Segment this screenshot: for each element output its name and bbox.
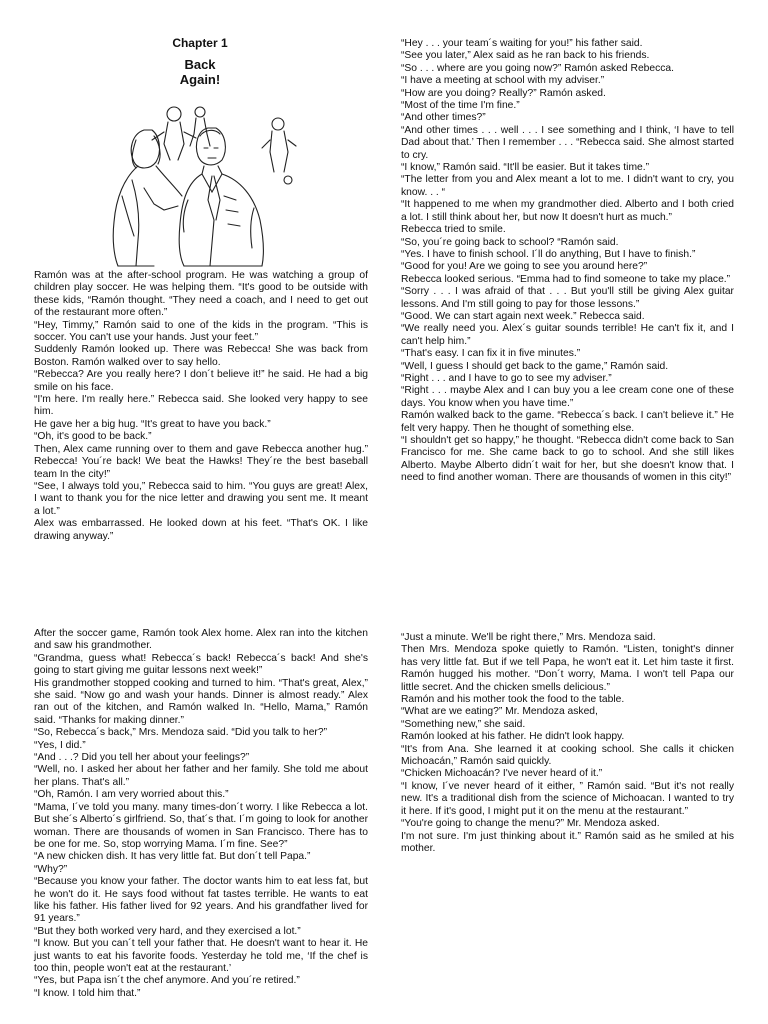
paragraph: Ramón was at the after-school program. He was watching a group of children play soccer. He was helping them. “It's good to be outside with these kids, “Ramón thought. “They need a coach, and I need to get out of the restaurant more often.” xyxy=(34,270,368,319)
paragraph: “Chicken Michoacán? I've never heard of it.” xyxy=(401,768,603,780)
paragraph: “Right . . . maybe Alex and I can buy you a lee cream cone one of these days. You know when you have time.” xyxy=(401,385,734,409)
paragraph: “It happened to me when my grandmother died. Alberto and I both cried a lot. I still think about her, but now It doesn't hurt as much.” xyxy=(401,199,734,223)
paragraph: “So, Rebecca´s back,” Mrs. Mendoza said. “Did you talk to her?” xyxy=(34,727,328,739)
paragraph: “Something new,” she said. xyxy=(401,718,526,730)
paragraph: Ramón and his mother took the food to the table. xyxy=(401,694,625,706)
paragraph: Ramón walked back to the game. “Rebecca´s back. I can't believe it.” He felt very happy. Then he thought of something else. xyxy=(401,410,734,434)
text-column-bottom-left xyxy=(34,628,368,1000)
paragraph: “But they both worked very hard, and they exercised a lot.” xyxy=(34,925,301,937)
paragraph: “I know. But you can´t tell your father that. He doesn't want to hear it. He just wants to eat his favorite foods. Yesterday he told me, ‘If the chef is too thin, people won't eat at the restaurant.’ xyxy=(34,938,368,974)
paragraph: “It's from Ana. She learned it at cooking school. She calls it chicken Michoacán,” Ramón said quickly. xyxy=(401,743,734,768)
chapter-title xyxy=(140,57,260,87)
paragraph: Suddenly Ramón looked up. There was Rebecca! She was back from Boston. Ramón walked over to say hello. xyxy=(34,344,368,368)
paragraph: “How are you doing? Really?” Ramón asked. xyxy=(401,87,606,99)
paragraph: “Well, no. I asked her about her father and her family. She told me about her plans. That's all.” xyxy=(34,764,368,788)
paragraph: Rebecca tried to smile. xyxy=(401,224,506,236)
paragraph: “I know,” Ramón said. “It'll be easier. But it takes time.” xyxy=(401,162,650,174)
paragraph: “We really need you. Alex´s guitar sounds terrible! He can't fix it, and I can't help him.” xyxy=(401,323,734,347)
paragraph: Then, Alex came running over to them and gave Rebecca another hug.” Rebecca! You´re back! We beat the Hawks! They´re the best baseball team In the city!” xyxy=(34,443,368,480)
paragraph: “Why?” xyxy=(34,863,68,875)
paragraph: Alex was embarrassed. He looked down at his feet. “That's OK. I like drawing anyway.” xyxy=(34,518,368,542)
paragraph: “I'm here. I'm really here.” Rebecca said. She looked very happy to see him. xyxy=(34,394,368,418)
paragraph: “See, I always told you,” Rebecca said to him. “You guys are great! Alex, I want to thank you for the nice letter and drawing you sent me. It meant a lot.” xyxy=(34,480,368,517)
illustration-ramon-and-rebecca xyxy=(104,100,302,268)
paragraph: “And other times?” xyxy=(401,112,486,124)
paragraph: Ramón looked at his father. He didn't look happy. xyxy=(401,731,625,743)
paragraph: After the soccer game, Ramón took Alex home. Alex ran into the kitchen and saw his grandmother. xyxy=(34,628,368,652)
paragraph: “And other times . . . well . . . I see something and I think, ‘I have to tell Dad about that.’ Then I remember . . . “Rebecca said. She almost started to cry. xyxy=(401,124,734,161)
paragraph: “Rebecca? Are you really here? I don´t believe it!” he said. He had a big smile on his face. xyxy=(34,369,368,393)
paragraph: “Most of the time I'm fine.” xyxy=(401,100,520,112)
paragraph: “Yes, I did.” xyxy=(34,739,86,751)
paragraph: “Right . . . and I have to go to see my adviser.” xyxy=(401,372,612,384)
paragraph: “Grandma, guess what! Rebecca´s back! Rebecca´s back! And she's going to start giving me guitar lessons next week!” xyxy=(34,652,368,677)
paragraph: “So . . . where are you going now?” Ramón asked Rebecca. xyxy=(401,62,675,74)
paragraph: Then Mrs. Mendoza spoke quietly to Ramón. “Listen, tonight's dinner has very little fat. But if we tell Papa, he won't eat it. Let him taste it first. Ramón hugged his mother. “Don´t worry, Mama. I won't tell Papa our little secret. And the chicken smells delicious.” xyxy=(401,644,734,693)
paragraph: “That's easy. I can fix it in five minutes.” xyxy=(401,348,581,360)
paragraph: “Mama, I´ve told you many. many times-don´t worry. I like Rebecca a lot. But she´s Alberto´s girlfriend. So, that´s that. I´m going to look for another woman. There are thousands of women in San Francisco. There has to be one for me. So, stop worrying Mama. I´m fine. See?” xyxy=(34,801,368,850)
paragraph: I'm not sure. I'm just thinking about it.” Ramón said as he smiled at his mother. xyxy=(401,830,734,854)
text-column-bottom-right xyxy=(401,632,734,855)
paragraph: “I know. I told him that.” xyxy=(34,987,141,999)
paragraph: “Oh, it's good to be back.” xyxy=(34,431,152,443)
paragraph: “And . . .? Did you tell her about your feelings?” xyxy=(34,752,250,764)
paragraph: “I shouldn't get so happy,” he thought. “Rebecca didn't come back to San Francisco for me. She came back to go to school. And she still likes Alberto. Maybe Alberto didn´t wait for her, but she doesn't know that. I need to find another woman. There are thousands of women in this city!” xyxy=(401,435,734,484)
paragraph: “Just a minute. We'll be right there,” Mrs. Mendoza said. xyxy=(401,632,656,643)
title-line-2: Again! xyxy=(179,72,221,87)
paragraph: “Sorry . . . I was afraid of that . . . But you'll still be giving Alex guitar lessons. And I'm still going to pay for those lessons.” xyxy=(401,286,734,310)
paragraph: “Yes. I have to finish school. I´ll do anything, But I have to finish.” xyxy=(401,248,696,260)
paragraph: “Yes, but Papa isn´t the chef anymore. And you´re retired.” xyxy=(34,975,300,987)
paragraph: He gave her a big hug. “It's great to have you back.” xyxy=(34,418,271,430)
paragraph: “I have a meeting at school with my adviser.” xyxy=(401,75,605,87)
paragraph: “Good. We can start again next week.” Rebecca said. xyxy=(401,310,645,322)
paragraph: “What are we eating?” Mr. Mendoza asked, xyxy=(401,706,598,718)
paragraph: “A new chicken dish. It has very little fat. But don´t tell Papa.” xyxy=(34,851,311,863)
paragraph: “Well, I guess I should get back to the game,” Ramón said. xyxy=(401,360,669,372)
paragraph: “See you later,” Alex said as he ran back to his friends. xyxy=(401,50,650,62)
text-column-top-right xyxy=(401,38,734,485)
paragraph: “Oh, Ramón. I am very worried about this.” xyxy=(34,789,229,801)
paragraph: “The letter from you and Alex meant a lot to me. I didn't want to cry, you know. . . “ xyxy=(401,174,734,198)
chapter-label: Chapter 1 xyxy=(172,36,228,50)
text-column-top-left xyxy=(34,270,368,543)
paragraph: “Hey, Timmy,” Ramón said to one of the kids in the program. “This is soccer. You can't use your hands. Just your feet.” xyxy=(34,319,368,344)
title-line-1: Back xyxy=(184,57,216,72)
paragraph: “Because you know your father. The doctor wants him to eat less fat, but he won't do it. He says food without fat tastes terrible. He wants to eat like his father. His father lived for 92 years. And his grandfather lived for 91 years.” xyxy=(34,876,368,925)
paragraph: “I know, I´ve never heard of it either, ” Ramón said. “But it's not really new. It's a traditional dish from the science of Michoacan. I wanted to try it here. If it's good, I might put it on the menu at the restaurant.” xyxy=(401,780,734,817)
paragraph: “Good for you! Are we going to see you around here?” xyxy=(401,261,648,273)
paragraph: His grandmother stopped cooking and turned to him. “That's great, Alex,” she said. “Now go and wash your hands. Dinner is almost ready.” Alex ran out of the kitchen, and Ramón walked In. “Hello, Mama,” Ramón said. “Thanks for making dinner.” xyxy=(34,677,368,726)
paragraph: Rebecca looked serious. “Emma had to find someone to take my place.” xyxy=(401,273,731,285)
paragraph: “So, you´re going back to school? “Ramón said. xyxy=(401,236,619,248)
paragraph: “You're going to change the menu?” Mr. Mendoza asked. xyxy=(401,818,660,830)
paragraph: “Hey . . . your team´s waiting for you!” his father said. xyxy=(401,38,643,49)
